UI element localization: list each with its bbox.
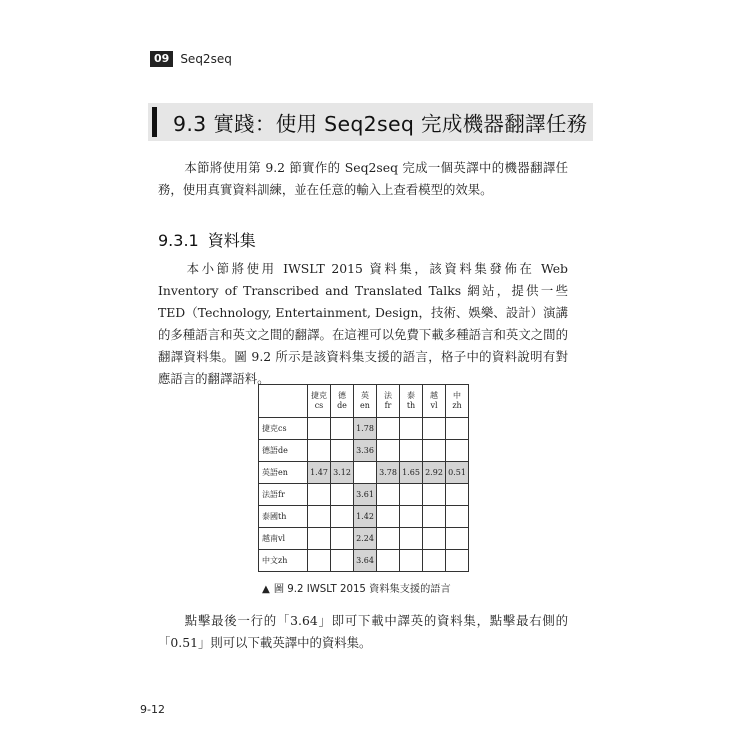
grid-row-label: 德語de — [259, 440, 308, 462]
grid-cell-empty — [308, 484, 331, 506]
grid-cell-empty — [308, 418, 331, 440]
intro-text: 本節將使用第 9.2 節實作的 Seq2seq 完成一個英譯中的機器翻譯任務，使用真實資料訓練，並在任意的輸入上查看模型的效果。 — [158, 160, 568, 197]
grid-row-label: 泰國th — [259, 506, 308, 528]
grid-cell-empty — [377, 528, 400, 550]
grid-cell-empty — [308, 440, 331, 462]
column-header-label: 泰 — [407, 391, 415, 400]
grid-cell-empty — [446, 506, 469, 528]
grid-cell-empty — [400, 484, 423, 506]
grid-cell-empty — [377, 506, 400, 528]
grid-row — [259, 462, 469, 484]
grid-corner-cell — [259, 385, 308, 418]
grid-cell-value[interactable]: 3.64 — [354, 550, 377, 572]
subsection-title: 資料集 — [207, 231, 256, 250]
grid-cell-empty — [446, 528, 469, 550]
grid-row — [259, 440, 469, 462]
grid-header-row — [259, 385, 469, 418]
grid-row — [259, 418, 469, 440]
grid-cell-value[interactable]: 3.36 — [354, 440, 377, 462]
grid-cell-empty — [354, 462, 377, 484]
grid-cell-empty — [423, 506, 446, 528]
grid-cell-empty — [446, 440, 469, 462]
column-header-label: 德 — [338, 391, 346, 400]
closing-paragraph — [158, 610, 568, 654]
grid-cell-empty — [377, 440, 400, 462]
intro-paragraph — [158, 157, 568, 201]
figure-caption — [262, 580, 451, 595]
grid-cell-empty — [446, 484, 469, 506]
column-header-label: 英 — [361, 391, 369, 400]
grid-cell-value[interactable]: 0.51 — [446, 462, 469, 484]
grid-cell-empty — [400, 550, 423, 572]
grid-row-label: 越南vl — [259, 528, 308, 550]
column-header-code: cs — [314, 401, 324, 410]
grid-column-header — [446, 385, 469, 418]
grid-row-label: 捷克cs — [259, 418, 308, 440]
grid-column-header — [377, 385, 400, 418]
grid-cell-empty — [331, 550, 354, 572]
grid-column-header — [331, 385, 354, 418]
language-grid — [258, 384, 469, 572]
column-header-code: de — [337, 401, 347, 410]
grid-cell-empty — [331, 528, 354, 550]
grid-column-header — [354, 385, 377, 418]
grid-cell-empty — [331, 440, 354, 462]
column-header-label: 中 — [453, 391, 461, 400]
chapter-badge: 09 — [150, 51, 173, 67]
grid-row-label: 中文zh — [259, 550, 308, 572]
grid-cell-value[interactable]: 1.65 — [400, 462, 423, 484]
chapter-title: Seq2seq — [180, 52, 232, 66]
closing-text: 點擊最後一行的「3.64」即可下載中譯英的資料集，點擊最右側的「0.51」則可以下載英譯中的資料集。 — [158, 613, 568, 650]
grid-cell-value[interactable]: 2.24 — [354, 528, 377, 550]
grid-cell-empty — [377, 484, 400, 506]
subsection-heading — [158, 228, 256, 251]
grid-cell-value[interactable]: 3.61 — [354, 484, 377, 506]
grid-row-label: 法語fr — [259, 484, 308, 506]
grid-row — [259, 550, 469, 572]
grid-row-label: 英語en — [259, 462, 308, 484]
page-number: 9-12 — [140, 703, 165, 716]
grid-cell-empty — [423, 484, 446, 506]
caption-triangle-marker: ▲ — [262, 584, 270, 595]
column-header-code: fr — [384, 401, 392, 410]
column-header-code: en — [360, 401, 370, 410]
grid-row — [259, 484, 469, 506]
grid-cell-empty — [308, 528, 331, 550]
grid-cell-empty — [423, 528, 446, 550]
grid-cell-empty — [377, 550, 400, 572]
grid-cell-empty — [331, 506, 354, 528]
body-text: 本小節將使用 IWSLT 2015 資料集，該資料集發佈在 Web Inventory of Transcribed and Translated Talks 網站，提供一些 TED（Technology, Entertainment, Design，技術、娛樂、設計）演講的多種語言和英文之間的翻譯。在這裡可以免費下載多種語言和英文之間的翻譯資料集。圖 9.2 所示是該資料集支援的語言，格子中的資料說明有對應語言的翻譯語料。 — [158, 261, 568, 386]
section-heading-bar — [152, 107, 157, 137]
running-header — [150, 51, 232, 67]
grid-cell-empty — [400, 528, 423, 550]
section-heading — [148, 103, 593, 141]
grid-cell-value[interactable]: 1.78 — [354, 418, 377, 440]
body-paragraph — [158, 258, 568, 390]
section-title: 9.3 實踐：使用 Seq2seq 完成機器翻譯任務 — [173, 112, 588, 136]
grid-cell-empty — [308, 506, 331, 528]
grid-cell-empty — [308, 550, 331, 572]
column-header-label: 法 — [384, 391, 392, 400]
grid-row — [259, 528, 469, 550]
grid-cell-empty — [400, 440, 423, 462]
grid-cell-empty — [423, 550, 446, 572]
grid-cell-empty — [400, 506, 423, 528]
grid-cell-empty — [446, 418, 469, 440]
grid-column-header — [423, 385, 446, 418]
grid-cell-value[interactable]: 1.42 — [354, 506, 377, 528]
grid-column-header — [400, 385, 423, 418]
column-header-code: vl — [430, 401, 438, 410]
column-header-label: 越 — [430, 391, 438, 400]
grid-cell-value[interactable]: 3.12 — [331, 462, 354, 484]
grid-cell-empty — [446, 550, 469, 572]
column-header-code: th — [406, 401, 416, 410]
subsection-number: 9.3.1 — [158, 231, 199, 250]
column-header-label: 捷克 — [311, 391, 327, 400]
grid-cell-empty — [423, 440, 446, 462]
grid-cell-empty — [331, 418, 354, 440]
grid-cell-value[interactable]: 1.47 — [308, 462, 331, 484]
grid-column-header — [308, 385, 331, 418]
grid-cell-empty — [423, 418, 446, 440]
column-header-code: zh — [452, 401, 462, 410]
grid-cell-value[interactable]: 3.78 — [377, 462, 400, 484]
grid-cell-empty — [400, 418, 423, 440]
grid-cell-empty — [331, 484, 354, 506]
grid-cell-empty — [377, 418, 400, 440]
grid-cell-value[interactable]: 2.92 — [423, 462, 446, 484]
grid-row — [259, 506, 469, 528]
caption-text: 圖 9.2 IWSLT 2015 資料集支援的語言 — [273, 584, 451, 595]
